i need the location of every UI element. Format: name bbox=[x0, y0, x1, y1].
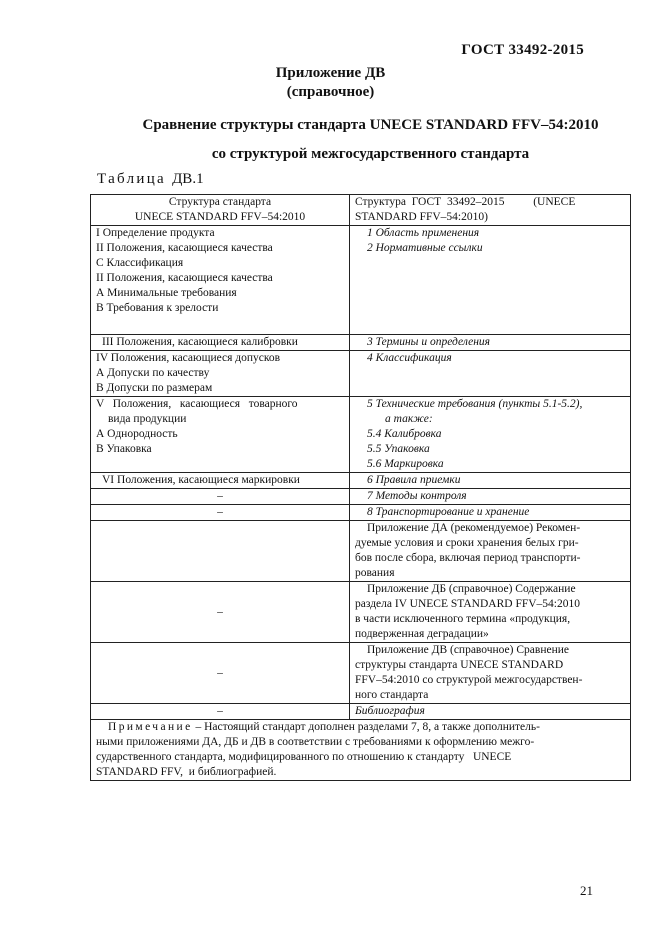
note-text: сударственного стандарта, модифицированного по отношению к стандарту UNECE bbox=[96, 751, 512, 763]
cell-text: дуемые условия и сроки хранения белых гри- bbox=[355, 537, 579, 549]
table-label-word: Таблица bbox=[97, 171, 167, 187]
header-text: Структура стандарта bbox=[168, 196, 272, 208]
appendix-title: Приложение ДВ bbox=[275, 65, 386, 81]
cell-text: подверженная деградации» bbox=[355, 628, 489, 640]
table-row bbox=[91, 489, 631, 505]
cell-text: 1 Область применения bbox=[367, 227, 480, 239]
cell-text: Библиография bbox=[355, 705, 425, 717]
cell-text: Приложение ДВ (справочное) Сравнение bbox=[367, 644, 569, 656]
table-row bbox=[91, 521, 631, 582]
cell-text: вида продукции bbox=[108, 413, 187, 425]
cell-gost bbox=[350, 643, 631, 704]
cell-text: 5.4 Калибровка bbox=[367, 428, 442, 440]
header-text: STANDARD FFV–54:2010) bbox=[355, 211, 488, 223]
cell-unece: – bbox=[91, 489, 350, 505]
cell-text: ного стандарта bbox=[355, 689, 429, 701]
cell-text: рования bbox=[355, 567, 395, 579]
cell-gost bbox=[350, 351, 631, 397]
header-text: Структура ГОСТ 33492–2015 (UNECE bbox=[355, 196, 576, 208]
cell-text: Приложение ДА (рекомендуемое) Рекомен- bbox=[367, 522, 581, 534]
cell-unece bbox=[91, 335, 350, 351]
cell-text: 2 Нормативные ссылки bbox=[367, 242, 483, 254]
appendix-heading-line1: Сравнение структуры стандарта UNECE STANDARD FFV–54:2010 bbox=[142, 117, 599, 133]
cell-text: 5 Технические требования (пункты 5.1-5.2), bbox=[367, 398, 583, 410]
comparison-table bbox=[90, 194, 631, 781]
note-label: Примечание bbox=[108, 721, 193, 733]
cell-text: 6 Правила приемки bbox=[367, 474, 461, 486]
cell-unece bbox=[91, 397, 350, 473]
table-row bbox=[91, 335, 631, 351]
cell-gost bbox=[350, 226, 631, 335]
cell-gost bbox=[350, 473, 631, 489]
cell-text: III Положения, касающиеся калибровки bbox=[102, 336, 298, 348]
appendix-subtitle: (справочное) bbox=[286, 84, 375, 100]
table-row bbox=[91, 397, 631, 473]
table-header-row bbox=[91, 195, 631, 226]
cell-unece: – bbox=[91, 704, 350, 720]
header-cell-unece bbox=[91, 195, 350, 226]
note-text: ными приложениями ДА, ДБ и ДВ в соответствии с требованиями к оформлению межго- bbox=[96, 736, 535, 748]
table-row bbox=[91, 351, 631, 397]
header-text: UNECE STANDARD FFV–54:2010 bbox=[134, 211, 306, 223]
cell-gost bbox=[350, 521, 631, 582]
table-note-row bbox=[91, 720, 631, 781]
cell-gost bbox=[350, 397, 631, 473]
cell-text: 4 Классификация bbox=[367, 352, 452, 364]
cell-gost bbox=[350, 704, 631, 720]
header-cell-gost bbox=[350, 195, 631, 226]
cell-text: 8 Транспортирование и хранение bbox=[367, 506, 530, 518]
note-text: STANDARD FFV, и библиографией. bbox=[96, 766, 277, 778]
cell-gost bbox=[350, 582, 631, 643]
cell-text: VI Положения, касающиеся маркировки bbox=[102, 474, 300, 486]
cell-unece bbox=[91, 226, 350, 335]
cell-text: FFV–54:2010 со структурой межгосударствен- bbox=[355, 674, 583, 686]
cell-text: раздела IV UNECE STANDARD FFV–54:2010 bbox=[355, 598, 580, 610]
cell-text: I Определение продукта bbox=[96, 227, 215, 239]
cell-text: А Допуски по качеству bbox=[96, 367, 210, 379]
table-row bbox=[91, 643, 631, 704]
table-row bbox=[91, 704, 631, 720]
cell-gost bbox=[350, 505, 631, 521]
cell-text: II Положения, касающиеся качества bbox=[96, 272, 273, 284]
cell-text: 5.5 Упаковка bbox=[367, 443, 430, 455]
cell-text: 5.6 Маркировка bbox=[367, 458, 444, 470]
cell-text: С Классификация bbox=[96, 257, 184, 269]
cell-text: А Однородность bbox=[96, 428, 178, 440]
cell-text: Приложение ДБ (справочное) Содержание bbox=[367, 583, 576, 595]
table-note bbox=[91, 720, 631, 781]
table-row bbox=[91, 473, 631, 489]
cell-text: В Упаковка bbox=[96, 443, 152, 455]
cell-text: структуры стандарта UNECE STANDARD bbox=[355, 659, 564, 671]
cell-text: а также: bbox=[385, 413, 433, 425]
page-number: 21 bbox=[580, 883, 593, 898]
cell-gost bbox=[350, 489, 631, 505]
cell-text: В Допуски по размерам bbox=[96, 382, 213, 394]
document-header-standard: ГОСТ 33492-2015 bbox=[461, 42, 584, 58]
appendix-heading-line2: со структурой межгосударственного стандарта bbox=[211, 146, 530, 162]
cell-text: II Положения, касающиеся качества bbox=[96, 242, 273, 254]
cell-unece: – bbox=[91, 643, 350, 704]
note-text: – Настоящий стандарт дополнен разделами 7, 8, а также дополнитель- bbox=[192, 721, 540, 733]
cell-text: В Требования к зрелости bbox=[96, 302, 219, 314]
cell-text: IV Положения, касающиеся допусков bbox=[96, 352, 281, 364]
cell-text: V Положения, касающиеся товарного bbox=[96, 398, 298, 410]
table-row bbox=[91, 582, 631, 643]
cell-unece bbox=[91, 351, 350, 397]
table-label-number: ДВ.1 bbox=[172, 171, 204, 187]
table-row bbox=[91, 505, 631, 521]
cell-unece: – bbox=[91, 582, 350, 643]
cell-text: 3 Термины и определения bbox=[367, 336, 491, 348]
table-label bbox=[97, 171, 204, 188]
cell-gost bbox=[350, 335, 631, 351]
cell-unece: – bbox=[91, 505, 350, 521]
cell-text: бов после сбора, включая период транспорти- bbox=[355, 552, 581, 564]
cell-text: 7 Методы контроля bbox=[367, 490, 467, 502]
cell-unece bbox=[91, 521, 350, 582]
cell-text: в части исключенного термина «продукция, bbox=[355, 613, 571, 625]
cell-text: А Минимальные требования bbox=[96, 287, 237, 299]
table-row bbox=[91, 226, 631, 335]
cell-unece bbox=[91, 473, 350, 489]
